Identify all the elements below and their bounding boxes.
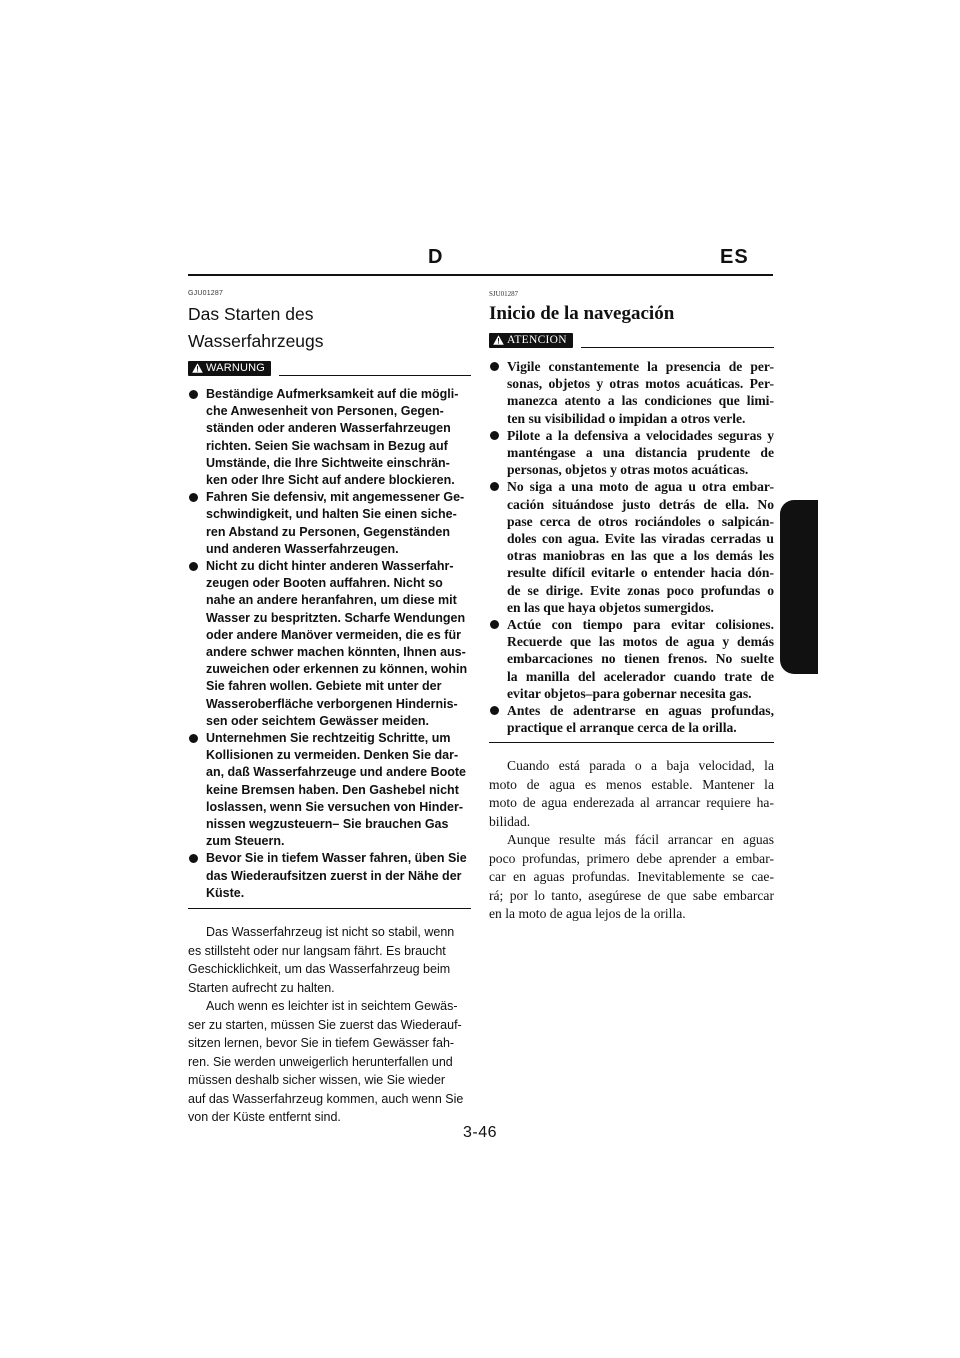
line: müssen deshalb sicher wissen, wie Sie wieder [188,1073,446,1088]
warning-list [489,358,774,736]
line: en las que haya objetos sumergidos. [507,599,714,615]
line: evitar objetos–para gobernar necesita gas. [507,685,752,701]
warning-item [489,616,774,702]
warning-item [188,558,471,730]
line: Actúe con tiempo para evitar colisiones. [507,617,774,633]
language-label-german: D [428,246,444,268]
line: moto de agua enderezada al arrancar requiere ha- [489,795,774,811]
warning-rule [279,375,471,376]
line: Vigile constantemente la presencia de per- [507,359,774,374]
line: bilidad. [489,813,531,829]
warning-list [188,386,471,902]
warning-header [188,359,471,377]
line: Pilote a la defensiva a velocidades seguras y [507,427,774,443]
line: Wasser zu bespritzten. Scharfe Wendungen [206,610,466,625]
warning-triangle-icon [192,363,203,373]
section-code: GJU01287 [188,290,224,297]
line: Unternehmen Sie rechtzeitig Schritte, um [206,731,451,746]
line: resulte difícil evitarle o entender hacia dón- [507,565,774,581]
line: nahe an andere heranfahren, um diese mit [206,593,457,608]
line: Auch wenn es leichter ist in seichtem Gewäs- [206,999,458,1014]
line: Das Wasserfahrzeug ist nicht so stabil, wenn [206,925,455,940]
line: la manilla del acelerador cuando trate de [507,668,774,684]
line: nissen wegzusteuern– Sie brauchen Gas [206,817,449,832]
warning-item [489,478,774,616]
bullet-icon [490,482,499,491]
bullet-icon [189,734,198,743]
bullet-icon [189,854,198,863]
line: car en aguas profundas. Inevitablemente se cae- [489,869,774,885]
line: rá; por lo tanto, asegúrese de que sabe embarcar [489,887,774,903]
line: Cuando está parada o a baja velocidad, la [507,758,774,774]
line: andere schwer machen könnten, Ihnen aus- [206,645,466,660]
warning-item [489,358,774,427]
warning-item [188,730,471,850]
warning-item [489,427,774,479]
line: oder andere Manöver vermeiden, die es für [206,627,461,642]
line: otras maniobras en las que a los demás les [507,548,774,564]
bullet-icon [490,706,499,715]
warning-end-rule [489,742,774,743]
warning-rule [581,347,774,348]
line: en la moto de agua lejos de la orilla. [489,906,686,922]
header-rule [188,274,773,276]
chapter-tab [780,500,818,674]
line: Wasseroberfläche verborgenen Hindernis- [206,696,458,711]
warning-item [489,702,774,736]
line: Bevor Sie in tiefem Wasser fahren, üben Sie [206,851,467,866]
line: das Wiederaufsitzen zuerst in der Nähe der [206,868,462,883]
line: keine Bremsen haben. Den Gashebel nicht [206,782,459,797]
body-text [188,923,471,1127]
line: personas, objetos y otras motos acuáticas. [507,462,749,478]
german-column [188,289,471,1127]
line: an, daß Wasserfahrzeuge und andere Boote [206,765,467,780]
line: sen oder seichtem Gewässer meiden. [206,713,430,728]
line: ken oder Ihre Sicht auf andere blockieren. [206,473,455,488]
line: Nicht zu dicht hinter anderen Wasserfahr- [206,559,454,574]
line: embarcaciones no tienen frenos. No suelte [507,651,774,667]
warning-item [188,489,471,558]
language-label-spanish: ES [720,246,749,268]
line: zuweichen oder erkennen zu können, wohin [206,662,468,677]
line: richten. Seien Sie wachsam in Bezug auf [206,438,448,453]
line: Kollisionen zu vermeiden. Denken Sie dar- [206,748,459,763]
bullet-icon [189,390,198,399]
warning-end-rule [188,908,471,909]
line: Umstände, die Ihre Sichtweite einschrän- [206,455,450,470]
warning-triangle-icon [493,335,504,345]
paragraph [489,831,774,924]
warning-badge: ATENCION [489,333,573,348]
line: No siga a una moto de agua u otra embar- [507,479,774,495]
warning-item [188,386,471,489]
line: doles con agua. Evite las viradas cerradas u [507,531,774,547]
line: manezca atento a las condiciones que limi- [507,393,774,409]
line: von der Küste entfernt sind. [188,1110,341,1125]
line: zeugen oder Booten auffahren. Nicht so [206,576,443,591]
line: practique el arranque cerca de la orilla. [507,720,737,736]
page-number: 3-46 [462,1124,498,1141]
section-code: SJU01287 [489,290,519,298]
section-title: Das Starten des Wasserfahrzeugs [188,304,324,351]
paragraph [489,757,774,831]
line: zum Steuern. [206,834,285,849]
bullet-icon [189,493,198,502]
warning-header [489,331,774,349]
line: Küste. [206,885,245,900]
line: poco profundas, primero debe aprender a embar- [489,850,774,866]
line: ser zu starten, müssen Sie zuerst das Wiederauf- [188,1017,462,1032]
line: manténgase a una distancia prudente de [507,445,774,461]
bullet-icon [189,562,198,571]
line: auf das Wasserfahrzeug kommen, auch wenn Sie [188,1091,464,1106]
line: sitzen lernen, bevor Sie in tiefem Gewässer fah- [188,1036,455,1051]
line: cación situándose justo detrás de ella. No [507,496,774,512]
paragraph [188,923,471,997]
bullet-icon [490,362,499,371]
line: Antes de adentrarse en aguas profundas, [507,703,774,719]
line: ren. Sie werden unweigerlich herunterfallen und [188,1054,453,1069]
bullet-icon [490,620,499,629]
line: moto de agua es menos estable. Mantener la [489,776,774,792]
line: ständen oder anderen Wasserfahrzeugen [206,421,451,436]
line: sonas, objetos y otras motos acuáticas. Per- [507,376,774,392]
line: und anderen Wasserfahrzeugen. [206,541,399,556]
line: de se dirige. Evite zonas poco profundas o [507,582,774,598]
body-text [489,757,774,924]
line: Geschicklichkeit, um das Wasserfahrzeug beim [188,962,451,977]
line: es stillsteht oder nur langsam fährt. Es braucht [188,943,446,958]
section-title: Inicio de la navegación [489,303,675,324]
line: ren Abstand zu Personen, Gegenständen [206,524,451,539]
spanish-column [489,289,774,924]
line: loslassen, wenn Sie versuchen von Hinder- [206,799,464,814]
line: schwindigkeit, und halten Sie einen siche- [206,507,457,522]
line: ten su visibilidad o impidan a otros verle. [507,410,746,426]
line: Beständige Aufmerksamkeit auf die mögli- [206,387,459,401]
line: Starten aufrecht zu halten. [188,980,335,995]
line: che Anwesenheit von Personen, Gegen- [206,404,444,419]
line: Recuerde que las motos de agua y demás [507,634,774,650]
line: pase cerca de otros rociándoles o salpicán- [507,513,774,529]
line: Aunque resulte más fácil arrancar en aguas [507,832,774,848]
bullet-icon [490,431,499,440]
line: Fahren Sie defensiv, mit angemessener Ge- [206,490,465,505]
warning-badge: WARNUNG [188,361,271,376]
line: Sie fahren wollen. Gebiete mit unter der [206,679,442,694]
warning-item [188,850,471,902]
paragraph [188,997,471,1127]
